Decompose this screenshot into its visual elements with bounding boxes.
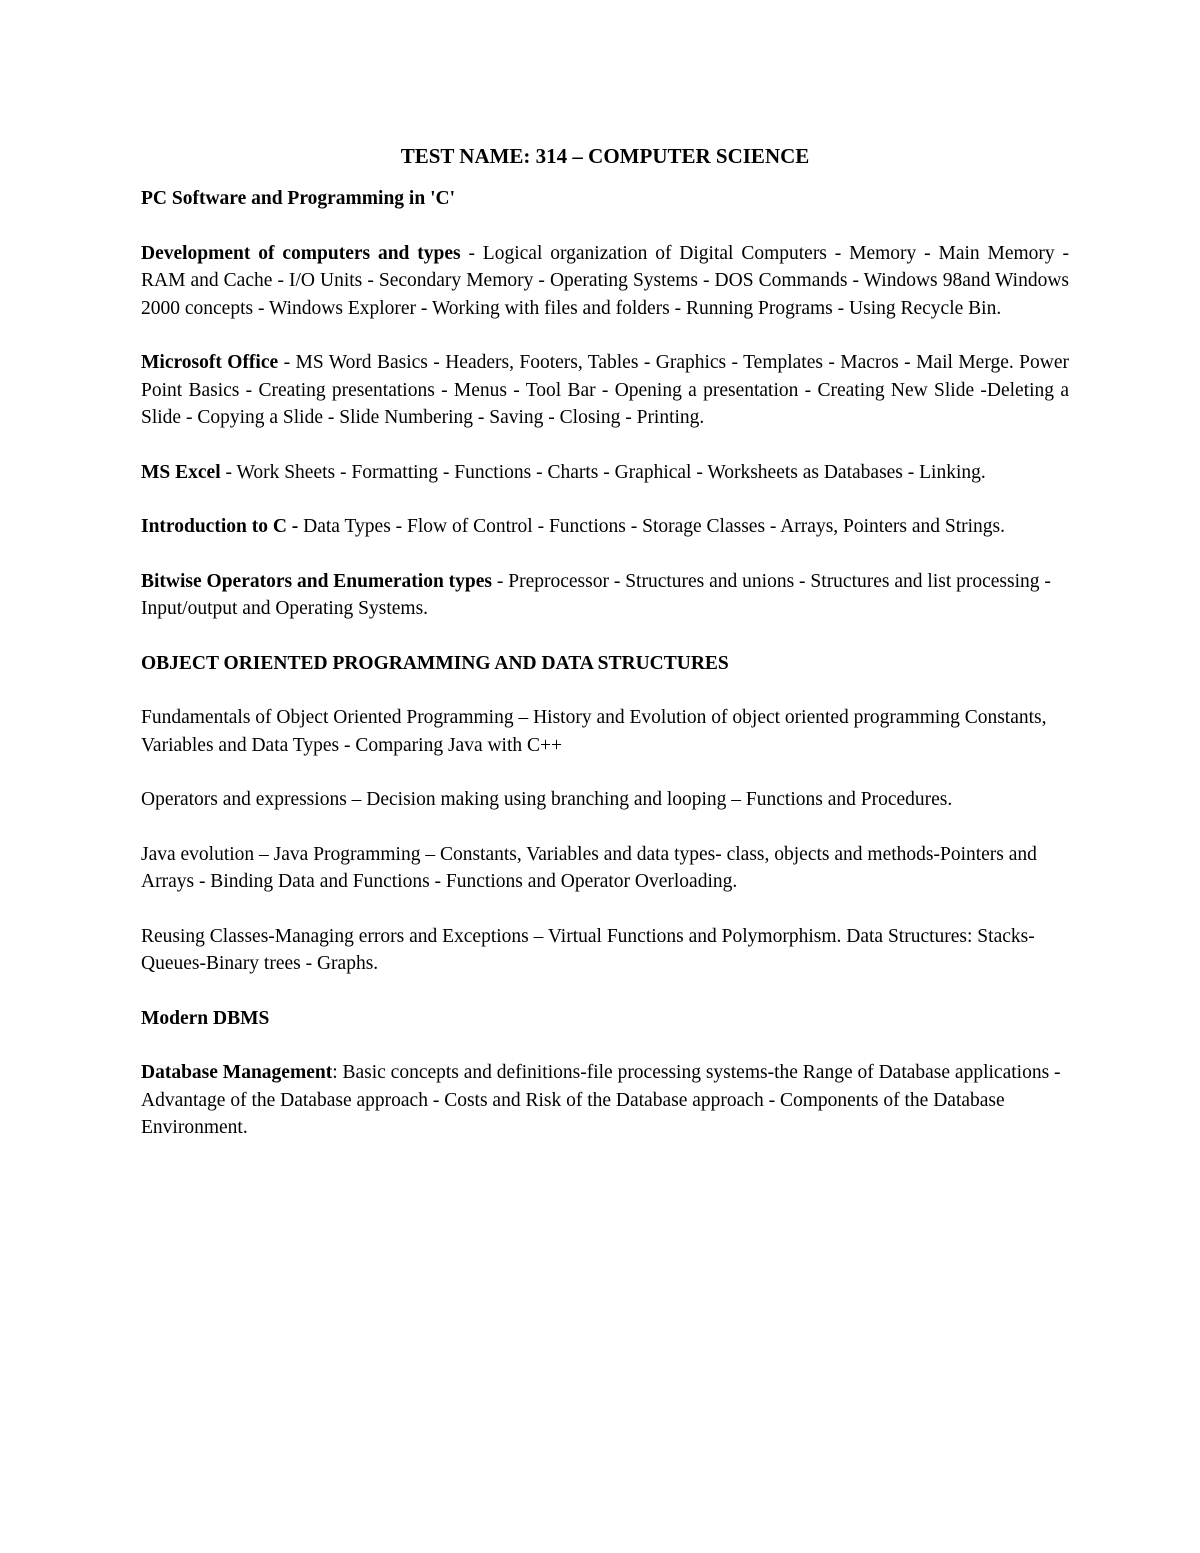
paragraph-ms-excel: [141, 459, 1069, 487]
paragraph-text: - Preprocessor - Structures and unions - Structures and list processing - Input/output and Operating Systems.: [141, 570, 1051, 619]
paragraph-database-management: [141, 1059, 1069, 1142]
paragraph-bitwise-operators: [141, 568, 1069, 623]
paragraph-lead: Introduction to C -: [141, 516, 304, 537]
document-page: [141, 140, 1069, 1169]
paragraph-text: Data Types - Flow of Control - Functions - Storage Classes - Arrays, Pointers and Strings.: [303, 516, 1005, 537]
paragraph-lead: MS Excel: [141, 461, 221, 483]
paragraph-reusing-classes: Reusing Classes-Managing errors and Exceptions – Virtual Functions and Polymorphism. Data Structures: Stacks- Queues-Binary trees - Graphs.: [141, 925, 1035, 974]
section-heading-modern-dbms: Modern DBMS: [141, 1007, 270, 1029]
paragraph-lead: Development of computers and types: [141, 242, 461, 264]
paragraph-development-of-computers: [141, 240, 1069, 323]
paragraph-text: - Work Sheets - Formatting - Functions - Charts - Graphical - Worksheets as Databases - Linking.: [220, 461, 986, 483]
paragraph-text: - MS Word Basics - Headers, Footers, Tables - Graphics - Templates - Macros - Mail Merge. Power Point Basics - Creating presentations - Menus - Tool Bar - Opening a presentation - Creating New Slide -Deleting a Slide - Copying a Slide - Slide Numbering - Saving - Closing - Printing.: [141, 352, 1069, 428]
section-heading-oop-data-structures: OBJECT ORIENTED PROGRAMMING AND DATA STRUCTURES: [141, 652, 729, 674]
section-heading-pc-software: PC Software and Programming in 'C': [141, 188, 455, 209]
paragraph-text: : Basic concepts and definitions-file processing systems-the Range of Database applications - Advantage of the Database approach - Costs and Risk of the Database approach - Components of the Database Environment.: [141, 1062, 1061, 1138]
paragraph-introduction-to-c: [141, 513, 1069, 541]
paragraph-operators-expressions: Operators and expressions – Decision making using branching and looping – Functions and Procedures.: [141, 789, 953, 810]
paragraph-oop-fundamentals: Fundamentals of Object Oriented Programming – History and Evolution of object oriented programming Constants, Variables and Data Types - Comparing Java with C++: [141, 707, 1047, 756]
paragraph-microsoft-office: [141, 349, 1069, 432]
paragraph-lead: Database Management: [141, 1062, 333, 1083]
paragraph-java-evolution: Java evolution – Java Programming – Constants, Variables and data types- class, objects and methods-Pointers and Arrays - Binding Data and Functions - Functions and Operator Overloading.: [141, 843, 1037, 892]
paragraph-text: - Logical organization of Digital Computers - Memory - Main Memory - RAM and Cache - I/O Units - Secondary Memory - Operating Systems - DOS Commands - Windows 98and Windows 2000 concepts - Windows Explorer - Working with files and folders - Running Programs - Using Recycle Bin.: [141, 242, 1070, 319]
page-title: TEST NAME: 314 – COMPUTER SCIENCE: [400, 144, 810, 168]
paragraph-lead: Microsoft Office: [141, 352, 279, 373]
paragraph-lead: Bitwise Operators and Enumeration types: [141, 570, 492, 592]
